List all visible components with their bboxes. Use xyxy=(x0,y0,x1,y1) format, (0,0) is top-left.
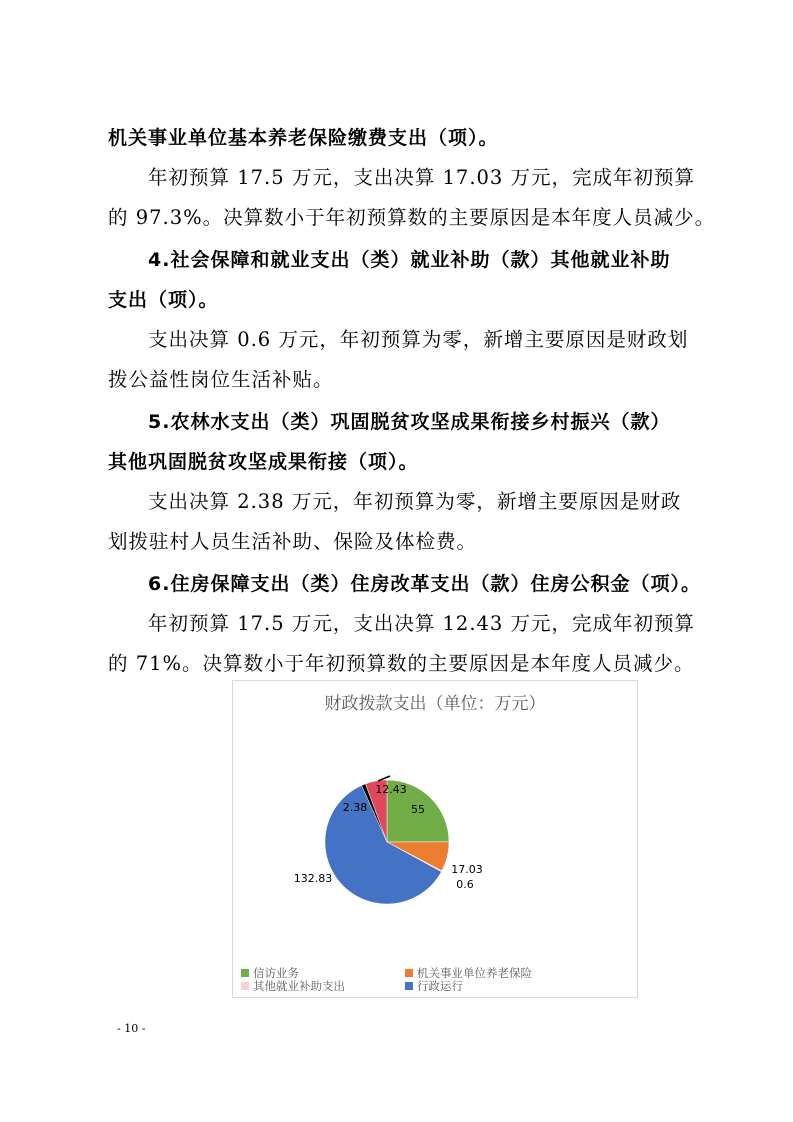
data-label: 0.6 xyxy=(456,878,474,891)
heading: 6.住房保障支出（类）住房改革支出（款）住房公积金（项）。 xyxy=(148,573,701,595)
paragraph: 的 97.3%。决算数小于年初预算数的主要原因是本年度人员减少。 xyxy=(108,206,716,229)
data-label: 2.38 xyxy=(342,801,368,814)
paragraph: 的 71%。决算数小于年初预算数的主要原因是本年度人员减少。 xyxy=(108,652,695,675)
legend-swatch xyxy=(241,969,249,977)
legend-label: 其他就业补助支出 xyxy=(253,979,345,993)
heading: 机关事业单位基本养老保险缴费支出（项）。 xyxy=(108,127,499,149)
paragraph: 年初预算 17.5 万元，支出决算 17.03 万元，完成年初预算 xyxy=(148,166,696,189)
heading: 其他巩固脱贫攻坚成果衔接（项）。 xyxy=(108,451,419,473)
pie-chart xyxy=(232,680,638,998)
paragraph: 支出决算 0.6 万元，年初预算为零，新增主要原因是财政划 xyxy=(148,328,689,351)
legend-swatch xyxy=(405,969,413,977)
legend-label: 机关事业单位养老保险 xyxy=(417,966,532,980)
heading: 5.农林水支出（类）巩固脱贫攻坚成果衔接乡村振兴（款） xyxy=(148,411,671,433)
paragraph: 支出决算 2.38 万元，年初预算为零，新增主要原因是财政 xyxy=(148,490,682,513)
paragraph: 拨公益性岗位生活补贴。 xyxy=(108,368,334,391)
data-label: 12.43 xyxy=(375,783,407,796)
heading: 4.社会保障和就业支出（类）就业补助（款）其他就业补助 xyxy=(148,249,671,271)
paragraph: 年初预算 17.5 万元，支出决算 12.43 万元，完成年初预算 xyxy=(148,612,696,635)
pie-svg xyxy=(233,681,637,997)
data-label: 132.83 xyxy=(293,872,333,885)
data-label: 55 xyxy=(411,803,425,816)
legend-item xyxy=(241,978,345,994)
legend-swatch xyxy=(405,982,413,990)
page-number: - 10 - xyxy=(117,1022,146,1035)
legend-swatch xyxy=(241,982,249,990)
heading: 支出（项）。 xyxy=(108,289,219,311)
legend-label: 信访业务 xyxy=(253,966,299,980)
legend-label: 行政运行 xyxy=(417,979,463,993)
paragraph: 划拨驻村人员生活补助、保险及体检费。 xyxy=(108,530,478,553)
legend-item xyxy=(405,978,463,994)
chart-title: 财政拨款支出（单位：万元） xyxy=(324,694,546,714)
data-label: 17.03 xyxy=(451,863,483,876)
